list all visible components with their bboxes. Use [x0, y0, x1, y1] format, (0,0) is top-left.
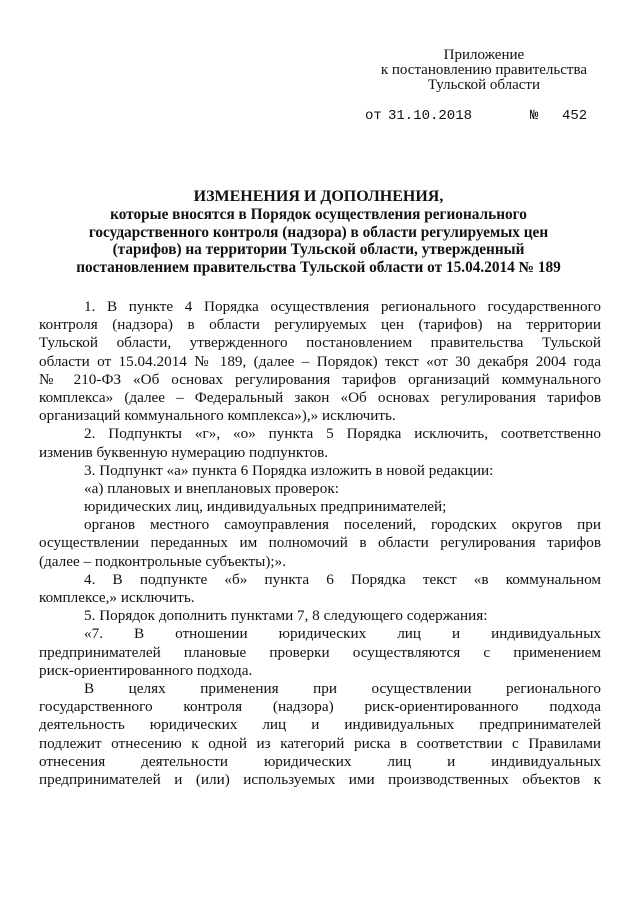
body-line: предпринимателей плановые проверки осуществляются с применением [39, 643, 601, 661]
body-line: отнесения деятельности юридических лиц и индивидуальных [39, 752, 601, 770]
body-line: деятельность юридических лиц и индивидуальных предпринимателей [39, 716, 601, 734]
document-body [39, 298, 601, 789]
appendix-region: Тульской области [427, 77, 541, 93]
body-line: Тульской области, утвержденного постановлением правительства Тульской [39, 334, 601, 352]
body-line: 1. В пункте 4 Порядка осуществления регионального государственного [84, 298, 601, 315]
body-line: комплекса» (далее – Федеральный закон «Об основах регулирования тарифов [39, 388, 601, 406]
body-line: 5. Порядок дополнить пунктами 7, 8 следующего содержания: [84, 607, 488, 625]
decree-date: 31.10.2018 [388, 108, 473, 124]
decree-number: 452 [562, 108, 588, 124]
title-subline: (тарифов) на территории Тульской области, утвержденный [112, 241, 525, 259]
document-title [40, 188, 597, 277]
body-line: риск-ориентированного подхода. [39, 661, 253, 679]
body-line: 3. Подпункт «а» пункта 6 Порядка изложить в новой редакции: [84, 461, 494, 479]
appendix-reference: к постановлению правительства [380, 62, 587, 78]
title-subline: которые вносятся в Порядок осуществления регионального [110, 205, 527, 223]
body-line: изменив буквенную нумерацию подпунктов. [39, 443, 329, 461]
appendix-header [381, 48, 587, 93]
body-line: № 210-ФЗ «Об основах регулирования тарифов организаций коммунального [39, 370, 601, 388]
body-line: государственного контроля (надзора) риск-ориентированного подхода [39, 698, 601, 716]
body-line: органов местного самоуправления поселений, городских округов при [84, 516, 601, 534]
title-subline: государственного контроля (надзора) в области регулируемых цен [88, 223, 549, 241]
body-line: комплексе,» исключить. [39, 589, 195, 606]
body-line: 2. Подпункты «г», «о» пункта 5 Порядка исключить, соответственно [84, 425, 601, 443]
body-line: предпринимателей и (или) используемых ими производственных объектов к [39, 770, 601, 788]
title-subline: постановлением правительства Тульской области от 15.04.2014 № 189 [76, 259, 561, 277]
body-line: «а) плановых и внеплановых проверок: [84, 479, 339, 497]
body-line: В целях применения при осуществлении регионального [84, 679, 601, 697]
body-line: подлежит отнесению к одной из категорий риска в соответствии с Правилами [39, 734, 601, 752]
body-line: 4. В подпункте «б» пункта 6 Порядка текст «в коммунальном [84, 570, 601, 588]
body-line: (далее – подконтрольные субъекты);». [39, 552, 286, 570]
title-main: ИЗМЕНЕНИЯ И ДОПОЛНЕНИЯ, [193, 188, 444, 205]
body-line: осуществлении переданных им полномочий в области регулирования тарифов [39, 534, 601, 552]
decree-number-label: № [530, 108, 539, 124]
body-line: юридических лиц, индивидуальных предпринимателей; [84, 498, 447, 516]
appendix-title: Приложение [443, 47, 525, 63]
body-line: «7. В отношении юридических лиц и индивидуальных [84, 625, 601, 643]
body-line: организаций коммунального комплекса»),» исключить. [39, 407, 396, 425]
decree-from-label: от [365, 108, 382, 124]
body-line: области от 15.04.2014 № 189, (далее – Порядок) текст «от 30 декабря 2004 года [39, 352, 601, 370]
body-line: контроля (надзора) в области регулируемых цен (тарифов) на территории [39, 316, 601, 334]
